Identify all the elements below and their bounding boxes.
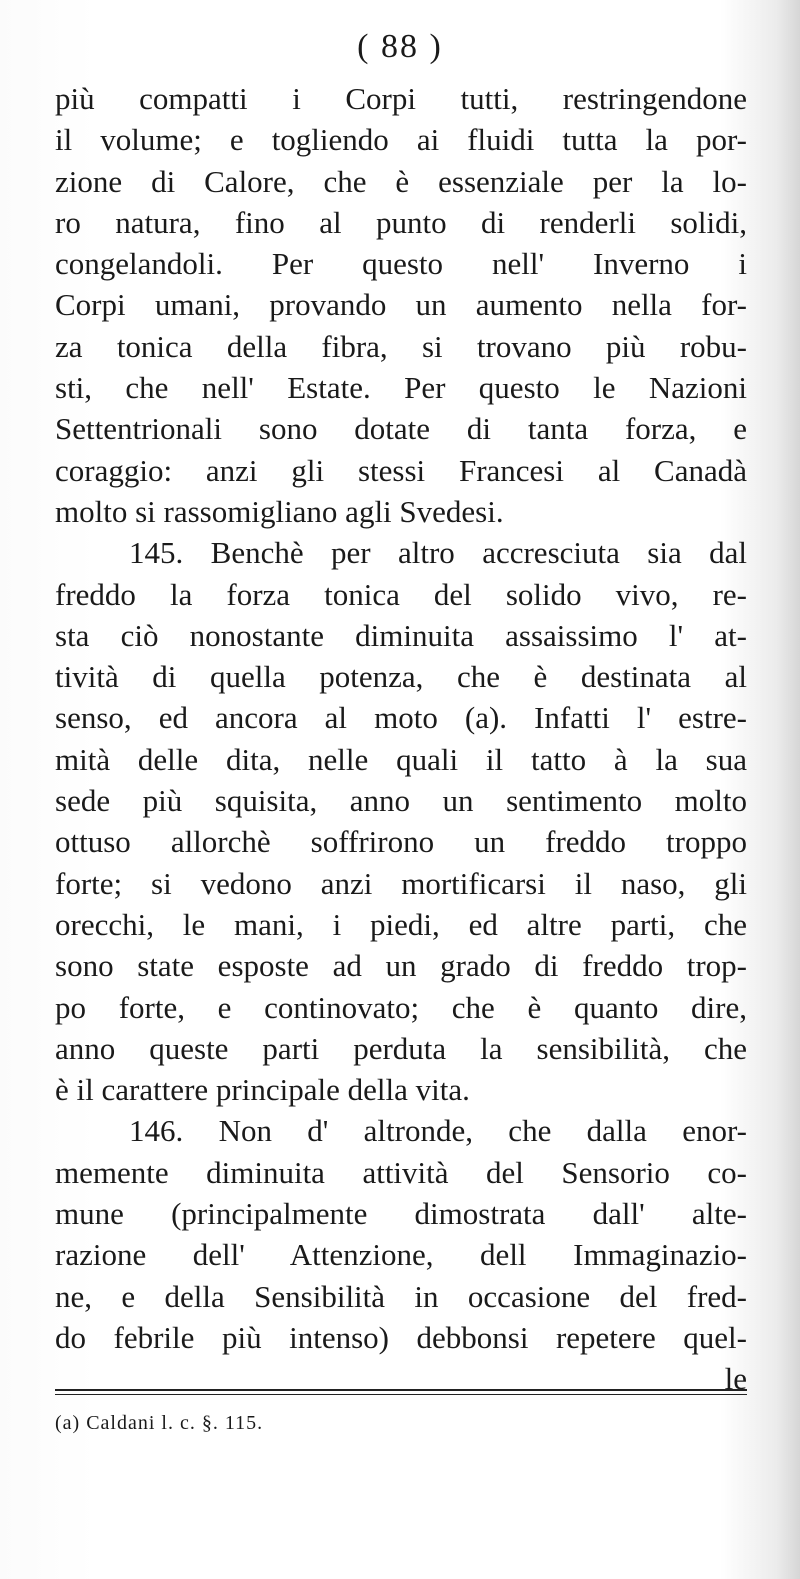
footnote-divider	[55, 1389, 747, 1391]
body-text	[55, 78, 747, 1400]
text-line: senso, ed ancora al moto (a). Infatti l' estre-	[55, 700, 747, 736]
footnote-divider-thin	[55, 1394, 747, 1395]
text-line: ro natura, fino al punto di renderli solidi,	[55, 204, 747, 240]
text-line: sta ciò nonostante diminuita assaissimo l' at-	[55, 617, 747, 653]
text-line: do febrile più intenso) debbonsi repetere quel-	[55, 1319, 747, 1355]
text-line: za tonica della fibra, si trovano più robu-	[55, 328, 747, 364]
paragraph-145-start: 145. Benchè per altro accresciuta sia dal	[129, 535, 747, 571]
text-line: orecchi, le mani, i piedi, ed altre parti, che	[55, 906, 747, 942]
text-line: più compatti i Corpi tutti, restringendone	[55, 81, 747, 116]
text-line: razione dell' Attenzione, dell Immaginazio-	[55, 1237, 747, 1273]
text-line: freddo la forza tonica del solido vivo, re-	[55, 576, 747, 612]
text-line: po forte, e continovato; che è quanto dire,	[55, 989, 747, 1025]
text-line: congelandoli. Per questo nell' Inverno i	[55, 246, 747, 282]
text-line-paragraph-end: è il carattere principale della vita.	[55, 1072, 470, 1108]
text-line: mità delle dita, nelle quali il tatto à la sua	[55, 741, 747, 777]
text-line: forte; si vedono anzi mortificarsi il naso, gli	[55, 865, 747, 901]
text-line: Settentrionali sono dotate di tanta forza, e	[55, 411, 747, 447]
text-line: ottuso allorchè soffrirono un freddo troppo	[55, 824, 747, 860]
text-line: sti, che nell' Estate. Per questo le Nazioni	[55, 370, 747, 406]
paragraph-146-start: 146. Non d' altronde, che dalla enor-	[129, 1113, 747, 1149]
text-line: ne, e della Sensibilità in occasione del fred-	[55, 1278, 747, 1314]
text-line: il volume; e togliendo ai fluidi tutta la por-	[55, 122, 747, 158]
text-line: zione di Calore, che è essenziale per la lo-	[55, 163, 747, 199]
page-number: ( 88 )	[357, 28, 443, 65]
text-line: mune (principalmente dimostrata dall' alte-	[55, 1196, 747, 1232]
text-line: coraggio: anzi gli stessi Francesi al Canadà	[55, 452, 747, 488]
text-line: sede più squisita, anno un sentimento molto	[55, 783, 747, 819]
text-line: memente diminuita attività del Sensorio co-	[55, 1154, 747, 1190]
catchword: le	[724, 1361, 747, 1397]
text-line: tività di quella potenza, che è destinata al	[55, 659, 747, 695]
text-line: Corpi umani, provando un aumento nella for-	[55, 287, 747, 323]
text-line: anno queste parti perduta la sensibilità, che	[55, 1030, 747, 1066]
footnote: (a) Caldani l. c. §. 115.	[55, 1412, 264, 1434]
text-line: sono state esposte ad un grado di freddo trop-	[55, 948, 747, 984]
text-line-paragraph-end: molto si rassomigliano agli Svedesi.	[55, 493, 504, 529]
